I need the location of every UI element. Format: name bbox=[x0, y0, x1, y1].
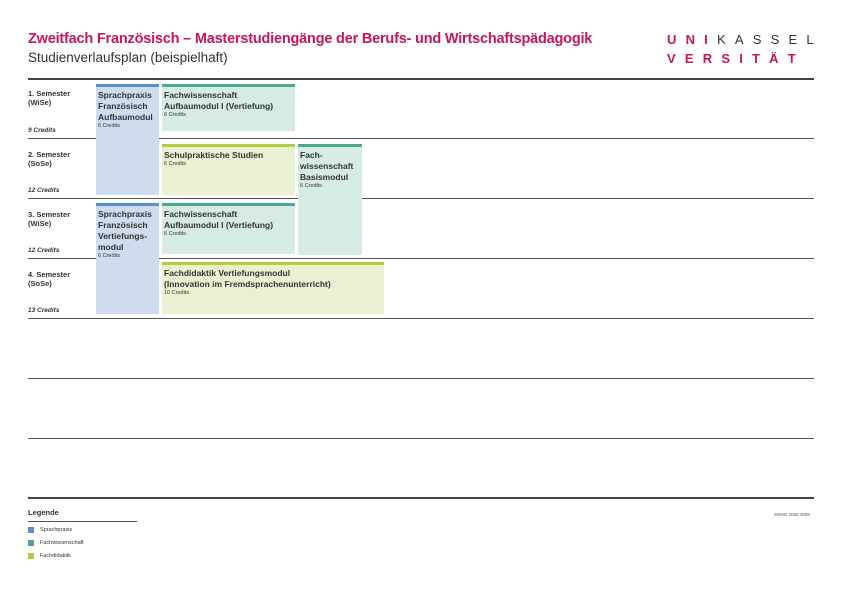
semester-2-credits: 12 Credits bbox=[28, 187, 60, 194]
row-divider bbox=[28, 198, 814, 199]
semester-1-credits: 9 Credits bbox=[28, 127, 56, 134]
module-fachwissenschaft-aufbau-1 bbox=[162, 84, 295, 131]
legend-label: Sprachpraxis bbox=[40, 527, 73, 533]
legend-divider bbox=[28, 521, 137, 522]
semester-name: 4. Semester bbox=[28, 270, 71, 279]
legend-swatch bbox=[28, 553, 34, 559]
legend-swatch bbox=[28, 540, 34, 546]
module-sprachpraxis-vertiefung bbox=[96, 203, 159, 314]
semester-term: (WiSe) bbox=[28, 219, 52, 228]
module-credits: 6 Credits bbox=[164, 112, 187, 118]
semester-4-credits: 13 Credits bbox=[28, 307, 60, 314]
row-divider bbox=[28, 438, 814, 439]
module-credits: 6 Credits bbox=[98, 123, 121, 129]
module-credits: 10 Credits bbox=[164, 290, 190, 296]
semester-name: 2. Semester bbox=[28, 150, 71, 159]
semester-3-label bbox=[28, 210, 70, 228]
semester-term: (SoSe) bbox=[28, 159, 52, 168]
legend-item-fachwissenschaft bbox=[28, 539, 84, 547]
logo-uni: UNI bbox=[667, 32, 717, 47]
semester-name: 3. Semester bbox=[28, 210, 71, 219]
row-divider bbox=[28, 378, 814, 379]
legend-item-sprachpraxis bbox=[28, 526, 72, 534]
footer-divider bbox=[28, 497, 814, 499]
legend-label: Fachdidaktik bbox=[40, 553, 71, 559]
module-credits: 6 Credits bbox=[164, 161, 187, 167]
module-credits: 6 Credits bbox=[98, 253, 121, 259]
module-fachwissenschaft-aufbau-1-sem3 bbox=[162, 203, 295, 254]
legend-swatch bbox=[28, 527, 34, 533]
header-divider bbox=[28, 78, 814, 80]
row-divider bbox=[28, 318, 814, 319]
module-credits: 6 Credits bbox=[164, 231, 187, 237]
semester-term: (WiSe) bbox=[28, 98, 52, 107]
legend-item-fachdidaktik bbox=[28, 552, 71, 560]
module-name: Fachdidaktik Vertiefungsmodul (Innovation im Fremdsprachenunterricht) bbox=[164, 268, 331, 289]
page-title: Zweitfach Französisch – Masterstudiengänge der Berufs- und Wirtschaftspädagogik bbox=[28, 31, 593, 47]
document-code: SWAD 2008 2005 bbox=[774, 512, 810, 517]
module-name: Sprachpraxis Französisch Aufbaumodul bbox=[98, 90, 153, 122]
module-name: Fach- wissenschaft Basismodul bbox=[300, 150, 354, 182]
semester-3-credits: 12 Credits bbox=[28, 247, 60, 254]
module-sprachpraxis-aufbau bbox=[96, 84, 159, 195]
module-name: Fachwissenschaft Aufbaumodul I (Vertiefung) bbox=[164, 209, 274, 230]
logo-versitaet: VERSITÄT bbox=[667, 51, 805, 66]
module-name: Sprachpraxis Französisch Vertiefungs- modul bbox=[98, 209, 152, 252]
legend-label: Fachwissenschaft bbox=[40, 540, 84, 546]
semester-term: (SoSe) bbox=[28, 279, 52, 288]
semester-1-label bbox=[28, 89, 70, 107]
semester-4-label bbox=[28, 270, 70, 288]
module-credits: 6 Credits bbox=[300, 183, 323, 189]
module-name: Schulpraktische Studien bbox=[164, 150, 264, 160]
module-fachwissenschaft-basis bbox=[298, 144, 362, 255]
logo-kassel: KASSEL bbox=[717, 32, 823, 47]
page-subtitle: Studienverlaufsplan (beispielhaft) bbox=[28, 50, 228, 65]
module-fachdidaktik-vertiefung bbox=[162, 262, 384, 314]
university-logo bbox=[667, 30, 823, 68]
module-name: Fachwissenschaft Aufbaumodul I (Vertiefung) bbox=[164, 90, 274, 111]
legend-title: Legende bbox=[28, 508, 59, 517]
module-schulpraktische-studien bbox=[162, 144, 295, 195]
semester-2-label bbox=[28, 150, 70, 168]
semester-name: 1. Semester bbox=[28, 89, 71, 98]
